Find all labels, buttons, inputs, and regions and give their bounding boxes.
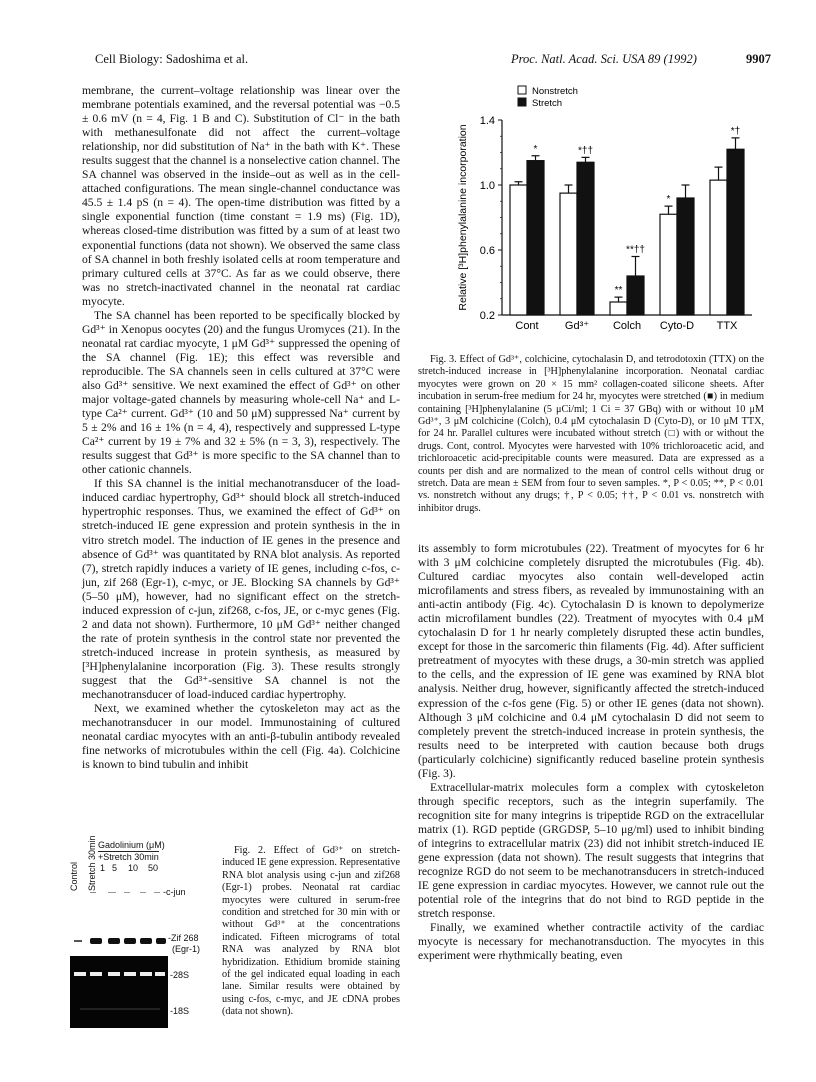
x-tick-label: Cyto-D: [659, 320, 695, 332]
band-cjun: [90, 892, 96, 893]
bar-nonstretch: [710, 180, 727, 315]
band-28s: [108, 972, 120, 976]
band-cjun: [108, 892, 116, 893]
band-28s: [155, 972, 165, 976]
band-zif268: [90, 938, 102, 944]
paragraph: Next, we examined whether the cytoskeleton may act as the mechanotransducer in our model. Immunostaining of cultured neonatal cardiac myocytes with an anti-β-tubulin antibody revealed fine networks of microtubules within the cell (Fig. 4a). Colchicine is known to bind tubulin and inhibit: [82, 702, 400, 772]
conc-50: 50: [148, 863, 159, 873]
band-28s: [74, 972, 86, 976]
running-head-left: Cell Biology: Sadoshima et al.: [95, 52, 249, 66]
legend-label: Nonstretch: [532, 86, 578, 97]
bar-stretch: [627, 276, 644, 315]
bar-nonstretch: [510, 185, 527, 315]
paragraph: Finally, we examined whether contractile activity of the cardiac myocyte is necessary for mechanotransduction. The myocytes in this experiment were rhythmically beating, even: [418, 921, 764, 963]
band-zif268: [108, 938, 120, 944]
label-28s: -28S: [170, 970, 190, 980]
left-column: [82, 84, 400, 772]
bar-chart: [440, 80, 760, 342]
paragraph: If this SA channel is the initial mechanotransducer of the load-induced cardiac hypertrophy, Gd³⁺ should block all stretch-induced hypertrophic responses. Thus, we examined the effect of Gd³⁺ on stretch-induced IE gene expression and protein synthesis in the in vitro stretch model. The induction of IE genes in the presence and absence of Gd³⁺ was quantitated by RNA blot analysis. As reported (7), stretch rapidly induces a variety of IE genes, including c-fos, c-jun, zif 268 (Egr-1), c-myc, or JE. Blocking SA channels by Gd³⁺ (5–50 μM), however, had no significant effect on the stretch-induced expression of c-jun, zif268, c-fos, JE, or c-myc genes (Fig. 2 and data not shown). Furthermore, 10 μM Gd³⁺ neither changed the rate of protein synthesis in the control state nor prevented the stretch-induced increase in protein synthesis, as measured by [³H]phenylalanine incorporation (Fig. 3). These results strongly suggest that the Gd³⁺-sensitive SA channel is not the mechanotransducer of load-induced cardiac hypertrophy.: [82, 477, 400, 702]
x-tick-label: Gd³⁺: [564, 320, 590, 332]
paragraph: membrane, the current–voltage relationship was linear over the membrane potentials examined, and the reversal potential was −0.5 ± 0.6 mV (n = 4, Fig. 1 B and C). Substitution of Cl⁻ in the bath with methanesulfonate did not affect the current–voltage relationship, nor did substitution of Na⁺ in the bath with K⁺. These results suggest that the channel is a nonselective cation channel. The SA channel was observed in the inside–out as well as in the cell-attached configurations. The mean single-channel conductance was 45.5 ± 1.4 pS (n = 4). The open-time distribution was fitted by a single exponential function (time constant = 1.9 ms) (Fig. 1D), whereas closed-time distribution was fitted by a sum of at least two exponential functions (data not shown). We observed the same class of SA channel in both freshly isolated cells at room temperature and primary cultured cells at 37°C. As far as we could observe, there was no stretch-inactivated channel in the neonatal rat cardiac myocyte.: [82, 84, 400, 308]
conc-10: 10: [128, 863, 139, 873]
y-tick-label: 0.6: [479, 245, 495, 257]
conc-5: 5: [112, 863, 118, 873]
page-number: 9907: [746, 52, 771, 66]
figure-3-caption: Fig. 3. Effect of Gd³⁺, colchicine, cytochalasin D, and tetrodotoxin (TTX) on the stretch-induced increase in [³H]phenylalanine incorporation. Neonatal cardiac myocytes were grown on 20 × 15 mm² collagen-coated silicone sheets. After incubation in serum-free medium for 24 hr, myocytes were stretched (■) in medium containing [³H]phenylalanine (5 μCi/ml; 1 Ci = 37 GBq) with or without 10 μM Gd³⁺, 3 μM colchicine (Colch), 0.4 μM cytochalasin D (Cyto-D), or 10 μM TTX, for 24 hr. Parallel cultures were incubated without stretch (□) with or without the drugs. Cont, control. Myocytes were harvested with 10% trichloroacetic acid, and trichloroacetic acid-precipitable counts were measured. Data are expressed as a counts per dish and are normalized to the mean of control cells without drug or stretch. Data are mean ± SEM from four to seven samples. *, P < 0.05; **, P < 0.01 vs. nonstretch without any drugs; †, P < 0.05; ††, P < 0.01 vs. nonstretch with inhibitor drugs.: [418, 354, 764, 514]
y-tick-label: 1.4: [479, 115, 495, 127]
lane-label-stretch: Stretch 30min: [87, 835, 97, 891]
legend-swatch: [518, 98, 526, 106]
label-zif268: -Zif 268: [168, 933, 199, 943]
label-egr1: (Egr-1): [172, 944, 201, 954]
label-cjun: -c-jun: [163, 887, 186, 897]
ethidium-gel: [70, 956, 168, 1028]
band-28s: [90, 972, 102, 976]
bar-stretch: [527, 161, 544, 315]
significance-marker: *: [533, 143, 538, 155]
band-zif268: [140, 938, 152, 944]
band-zif268: [74, 940, 82, 942]
significance-marker: *: [666, 194, 671, 206]
paragraph: The SA channel has been reported to be specifically blocked by Gd³⁺ in Xenopus oocytes (20) and the fungus Uromyces (21). In the neonatal rat cardiac myocyte, 1 μM Gd³⁺ suppressed the opening of the SA channel (Fig. 1E); this effect was reversible and reproducible. The SA channels seen in cells cultured at 37°C were also Gd³⁺ sensitive. We next examined the effect of Gd³⁺ on other major voltage-gated channels by measuring whole-cell Na⁺ and L-type Ca²⁺ current. Gd³⁺ (10 and 50 μM) suppressed Na⁺ current by 5 ± 2% and 16 ± 1% (n = 4, 4), respectively and suppressed L-type Ca²⁺ current by 19 ± 7% and 32 ± 5% (n = 3, 3), respectively. The results suggest that Gd³⁺ is more specific to the SA channel than to other cationic channels.: [82, 308, 400, 477]
bar-nonstretch: [610, 302, 627, 315]
paragraph: Extracellular-matrix molecules form a complex with cytoskeleton through specific receptors, such as the integrin superfamily. The recognition site for many integrins is tripeptide RGD on the extracellular matrix (1). RGD peptide (GRGDSP, 5–10 μg/ml) used to inhibit binding of integrins to extracellular matrix (23) did not inhibit stretch-induced IE gene expression (data not shown). The result suggests that integrins that recognize RGD do not seem to be mechanotransducers in stretch-induced IE gene expression in cardiac myocytes. However, we cannot rule out the potential role of the integrins that do not bind to RGD peptide in the stretch response.: [418, 780, 764, 921]
band-28s: [140, 972, 152, 976]
band-zif268: [156, 938, 166, 944]
running-head-right: Proc. Natl. Acad. Sci. USA 89 (1992): [511, 52, 697, 66]
bar-nonstretch: [660, 214, 677, 315]
bar-stretch: [677, 198, 694, 315]
figure-2-blot: [68, 832, 228, 1072]
figure-3-chart: [440, 80, 760, 342]
y-tick-label: 0.2: [479, 310, 495, 322]
band-18s: [80, 1008, 160, 1010]
conc-1: 1: [100, 863, 106, 873]
significance-marker: *††: [577, 145, 594, 157]
label-18s: -18S: [170, 1006, 190, 1016]
figure-2-caption: Fig. 2. Effect of Gd³⁺ on stretch-induced IE gene expression. Representative RNA blot analysis using c-jun and zif268 (Egr-1) probes. Neonatal rat cardiac myocytes were cultured in serum-free condition and stretched for 30 min with or without Gd³⁺ at the concentrations indicated. Fifteen micrograms of total RNA was analyzed by RNA blot hybridization. Ethidium bromide staining of the gel indicated equal loading in each lane. Similar results were obtained by using c-fos, c-myc, and JE cDNA probes (data not shown).: [222, 845, 400, 1018]
bar-stretch: [577, 162, 594, 315]
band-28s: [124, 972, 136, 976]
band-cjun: [124, 892, 130, 893]
x-tick-label: Colch: [612, 320, 642, 332]
bar-nonstretch: [560, 193, 577, 315]
stretch-header: +Stretch 30min: [98, 852, 159, 862]
x-tick-label: Cont: [515, 320, 539, 332]
paragraph: its assembly to form microtubules (22). Treatment of myocytes for 6 hr with 3 μM colchicine completely disrupted the microtubules (Fig. 4b). Cultured cardiac myocytes also contain well-developed actin microfilaments and stress fibers, as revealed by immunostaining with an anti-actin antibody (Fig. 4c). Cytochalasin D is known to depolymerize actin microfilament bundles (22). Treatment of myocytes with 0.4 μM cytochalasin D for 1 hr nearly completely disrupted these actin bundles, except for those in the sarcomeric thin filaments (Fig. 4d). After sufficient pretreatment of myocytes with these drugs, a 30-min stretch was applied to the cells, and the expression of IE gene was examined by RNA blot analysis. Neither drug, however, significantly affected the stretch-induced expression of the c-fos gene (Fig. 5) or other IE genes (data not shown). Although 3 μM colchicine and 0.4 μM cytochalasin D did not seem to completely prevent the stretch-induced increase in protein synthesis, the results need to be interpreted with caution because both drugs (particularly colchicine) significantly reduced baseline protein synthesis (Fig. 3).: [418, 542, 764, 780]
right-column: [418, 542, 764, 963]
significance-marker: **: [614, 285, 623, 297]
legend-swatch: [518, 86, 526, 94]
bar-stretch: [727, 149, 744, 315]
lane-label-control: Control: [69, 861, 79, 891]
legend-label: Stretch: [532, 98, 563, 109]
y-axis-label: Relative [³H]phenylalanine incorporation: [457, 124, 469, 311]
gd-header: Gadolinium (μM): [98, 840, 165, 850]
significance-marker: **††: [626, 244, 645, 256]
band-cjun: [154, 892, 160, 893]
significance-marker: *†: [730, 125, 741, 137]
x-tick-label: TTX: [716, 320, 738, 332]
band-cjun: [140, 892, 146, 893]
y-tick-label: 1.0: [479, 180, 495, 192]
band-zif268: [124, 938, 136, 944]
